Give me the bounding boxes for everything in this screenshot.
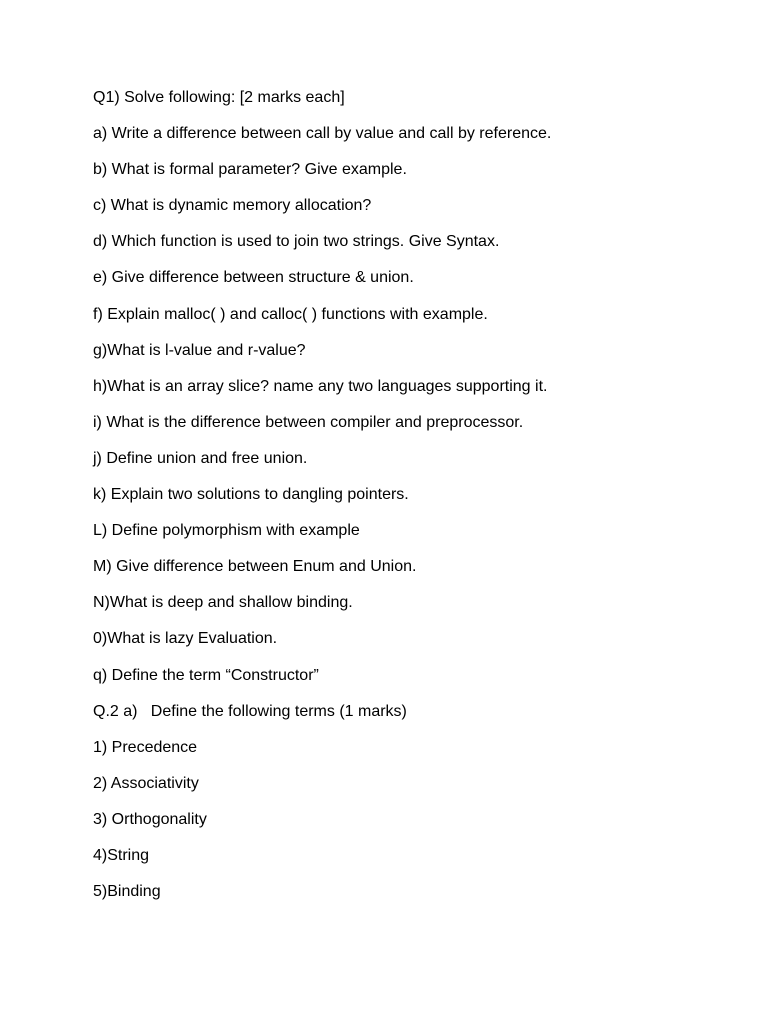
q1-item-b: b) What is formal parameter? Give example. xyxy=(93,161,407,179)
q1-item-h: h)What is an array slice? name any two languages supporting it. xyxy=(93,377,548,395)
document-body xyxy=(93,88,713,918)
q1-item-g: g)What is l-value and r-value? xyxy=(93,341,306,359)
q1-item-d: d) Which function is used to join two strings. Give Syntax. xyxy=(93,233,500,251)
q1-item-j: j) Define union and free union. xyxy=(93,449,308,467)
q1-item-o: 0)What is lazy Evaluation. xyxy=(93,630,278,648)
q2-term-4: 4)String xyxy=(93,846,150,864)
q2-term-2: 2) Associativity xyxy=(93,774,199,792)
q2-term-5: 5)Binding xyxy=(93,883,161,901)
q1-item-e: e) Give difference between structure & union. xyxy=(93,269,414,287)
q1-heading: Q1) Solve following: [2 marks each] xyxy=(93,89,345,106)
q1-item-q: q) Define the term “Constructor” xyxy=(93,666,319,684)
q1-item-c: c) What is dynamic memory allocation? xyxy=(93,197,372,215)
q1-item-l: L) Define polymorphism with example xyxy=(93,522,360,540)
q1-item-i: i) What is the difference between compiler and preprocessor. xyxy=(93,413,524,431)
q1-item-a: a) Write a difference between call by value and call by reference. xyxy=(93,125,552,143)
q2-heading: Q.2 a) Define the following terms (1 marks) xyxy=(93,702,407,720)
q2-term-1: 1) Precedence xyxy=(93,738,198,756)
q1-item-k: k) Explain two solutions to dangling pointers. xyxy=(93,486,409,504)
q2-term-3: 3) Orthogonality xyxy=(93,810,207,828)
q1-item-n: N)What is deep and shallow binding. xyxy=(93,594,353,612)
q1-item-m: M) Give difference between Enum and Union. xyxy=(93,558,417,576)
q1-item-f: f) Explain malloc( ) and calloc( ) functions with example. xyxy=(93,305,488,323)
